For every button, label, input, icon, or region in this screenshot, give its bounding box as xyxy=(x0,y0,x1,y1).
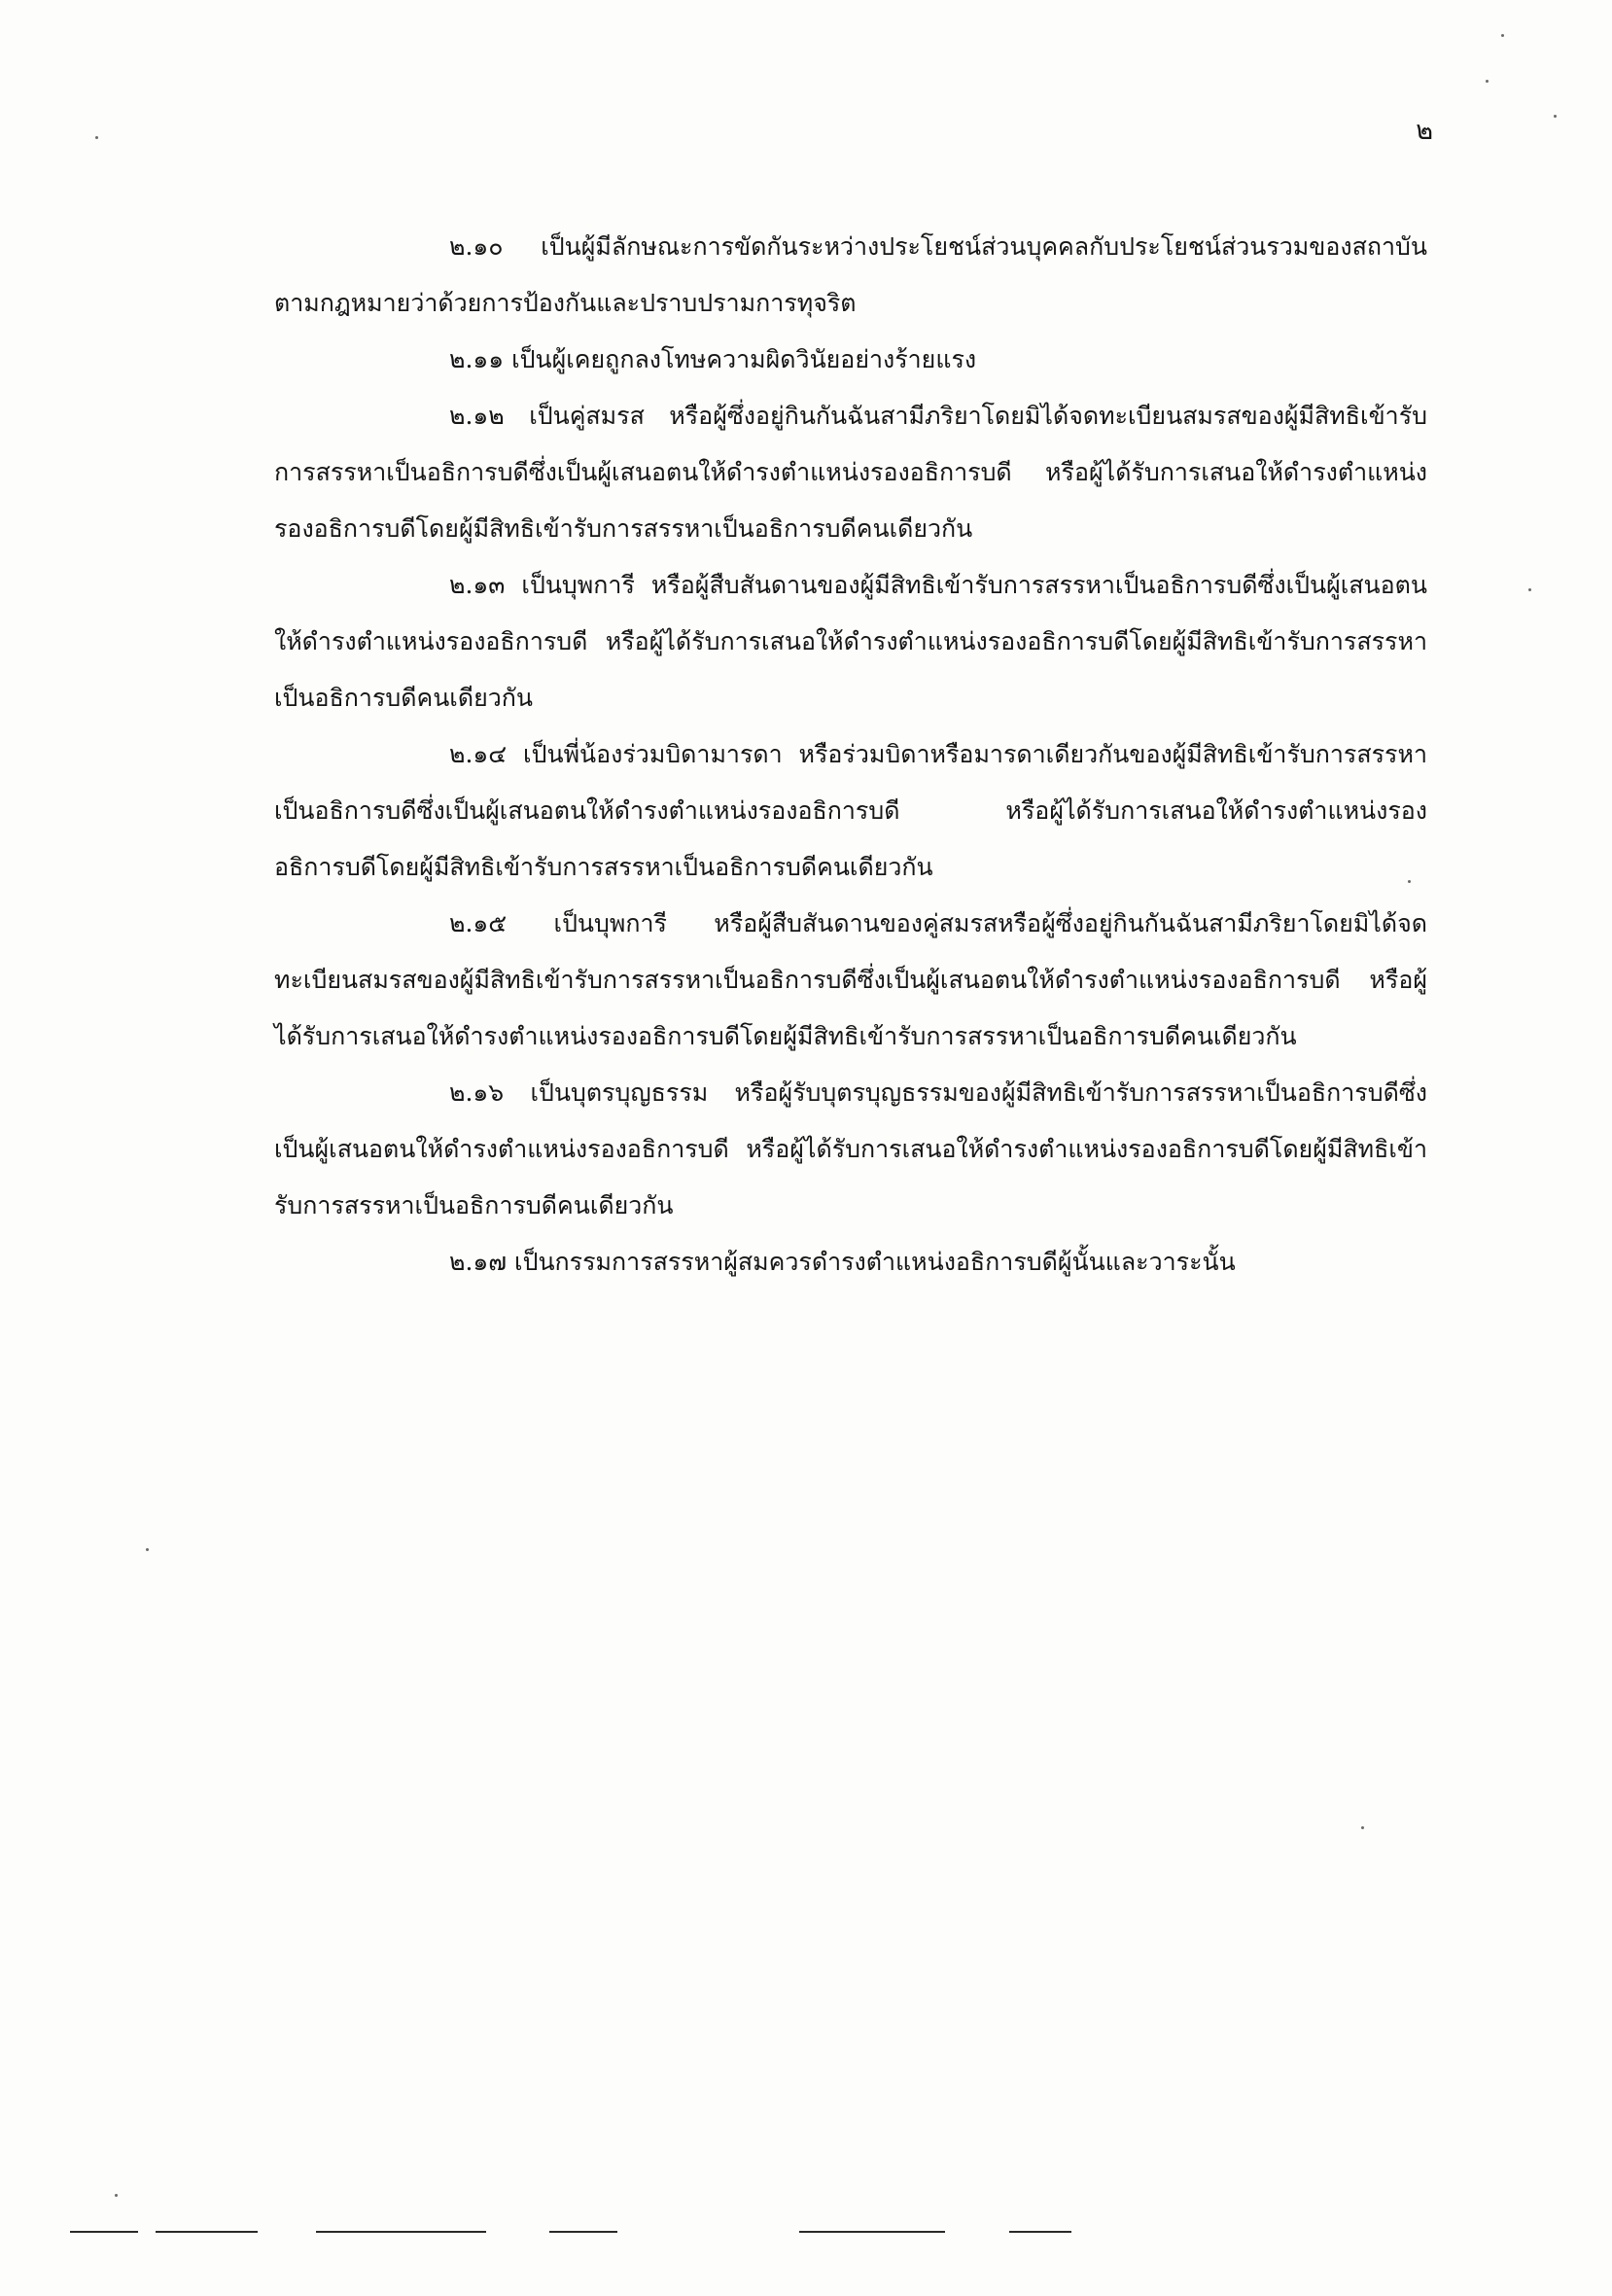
scan-speck xyxy=(115,2194,118,2197)
scan-speck xyxy=(1361,1826,1364,1829)
page-number: ๒ xyxy=(1416,116,1433,146)
clause-2-15: ๒.๑๕ เป็นบุพการี หรือผู้สืบสันดานของคู่สมรสหรือผู้ซึ่งอยู่กินกันฉันสามีภริยาโดยมิได้จดทะเบียนสมรสของผู้มีสิทธิเข้ารับการสรรหาเป็นอธิการบดีซึ่งเป็นผู้เสนอตนให้ดำรงตำแหน่งรองอธิการบดี หรือผู้ได้รับการเสนอให้ดำรงตำแหน่งรองอธิการบดีโดยผู้มีสิทธิเข้ารับการสรรหาเป็นอธิการบดีคนเดียวกัน xyxy=(274,909,1427,1050)
scan-speck xyxy=(1528,588,1531,591)
scan-speck xyxy=(95,136,98,139)
scan-bottom-rule xyxy=(156,2231,258,2233)
document-body xyxy=(274,219,1427,1290)
scan-bottom-rule xyxy=(799,2231,945,2233)
clause-2-16: ๒.๑๖ เป็นบุตรบุญธรรม หรือผู้รับบุตรบุญธรรมของผู้มีสิทธิเข้ารับการสรรหาเป็นอธิการบดีซึ่งเป็นผู้เสนอตนให้ดำรงตำแหน่งรองอธิการบดี หรือผู้ได้รับการเสนอให้ดำรงตำแหน่งรองอธิการบดีโดยผู้มีสิทธิเข้ารับการสรรหาเป็นอธิการบดีคนเดียวกัน xyxy=(274,1078,1427,1219)
clause-2-11: ๒.๑๑ เป็นผู้เคยถูกลงโทษความผิดวินัยอย่างร้ายแรง xyxy=(449,345,977,373)
clause-2-13: ๒.๑๓ เป็นบุพการี หรือผู้สืบสันดานของผู้มีสิทธิเข้ารับการสรรหาเป็นอธิการบดีซึ่งเป็นผู้เสนอตนให้ดำรงตำแหน่งรองอธิการบดี หรือผู้ได้รับการเสนอให้ดำรงตำแหน่งรองอธิการบดีโดยผู้มีสิทธิเข้ารับการสรรหาเป็นอธิการบดีคนเดียวกัน xyxy=(274,571,1427,712)
clause-2-17: ๒.๑๗ เป็นกรรมการสรรหาผู้สมควรดำรงตำแหน่งอธิการบดีผู้นั้นและวาระนั้น xyxy=(449,1248,1236,1276)
clause-2-12: ๒.๑๒ เป็นคู่สมรส หรือผู้ซึ่งอยู่กินกันฉันสามีภริยาโดยมิได้จดทะเบียนสมรสของผู้มีสิทธิเข้ารับการสรรหาเป็นอธิการบดีซึ่งเป็นผู้เสนอตนให้ดำรงตำแหน่งรองอธิการบดี หรือผู้ได้รับการเสนอให้ดำรงตำแหน่งรองอธิการบดีโดยผู้มีสิทธิเข้ารับการสรรหาเป็นอธิการบดีคนเดียวกัน xyxy=(274,402,1427,543)
clause-2-14: ๒.๑๔ เป็นพี่น้องร่วมบิดามารดา หรือร่วมบิดาหรือมารดาเดียวกันของผู้มีสิทธิเข้ารับการสรรหาเป็นอธิการบดีซึ่งเป็นผู้เสนอตนให้ดำรงตำแหน่งรองอธิการบดี หรือผู้ได้รับการเสนอให้ดำรงตำแหน่งรองอธิการบดีโดยผู้มีสิทธิเข้ารับการสรรหาเป็นอธิการบดีคนเดียวกัน xyxy=(274,740,1427,881)
scan-speck xyxy=(1554,115,1557,118)
scan-bottom-rule xyxy=(1009,2231,1071,2233)
scan-bottom-rule xyxy=(549,2231,617,2233)
scan-speck xyxy=(1486,80,1489,83)
scan-speck xyxy=(1408,880,1411,883)
scan-speck xyxy=(1501,34,1504,37)
scan-bottom-rule xyxy=(316,2231,486,2233)
scan-speck xyxy=(146,1548,149,1551)
scan-bottom-rule xyxy=(70,2231,138,2233)
clause-2-10: ๒.๑๐ เป็นผู้มีลักษณะการขัดกันระหว่างประโยชน์ส่วนบุคคลกับประโยชน์ส่วนรวมของสถาบันตามกฎหมายว่าด้วยการป้องกันและปราบปรามการทุจริต xyxy=(274,232,1427,317)
